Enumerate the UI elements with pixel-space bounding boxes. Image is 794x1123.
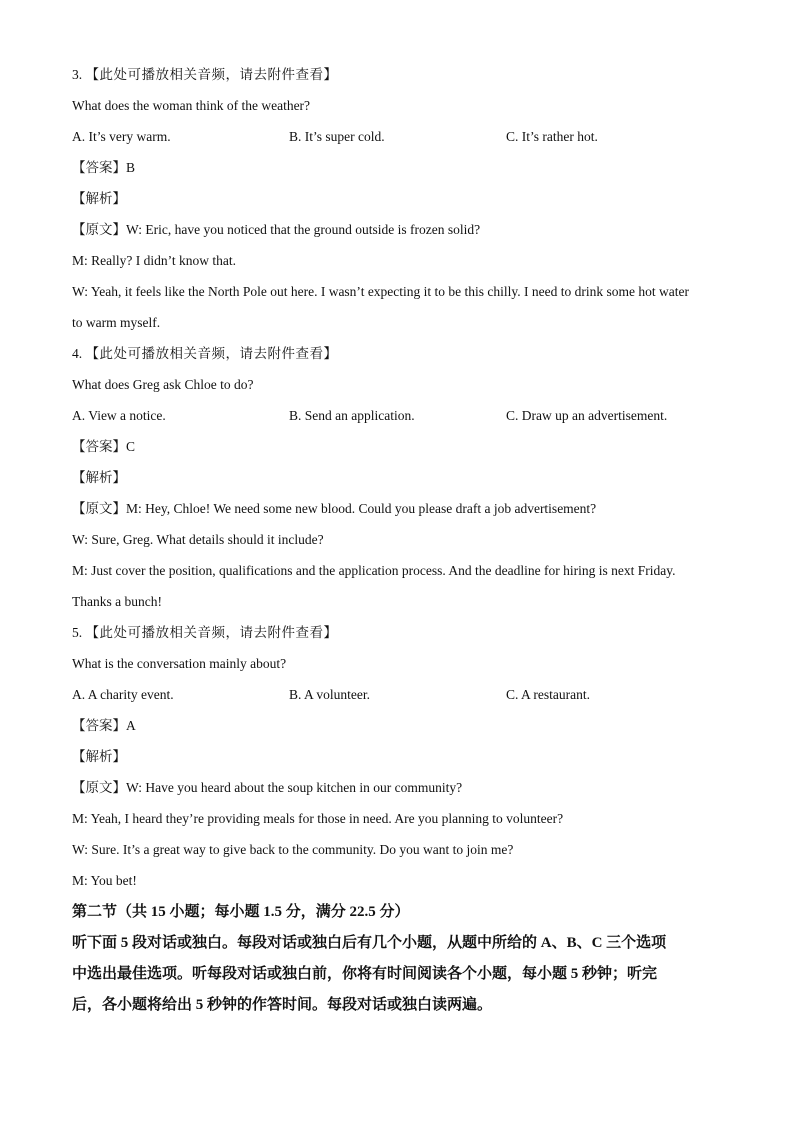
- question-block-5: [72, 620, 732, 899]
- analysis-label: 【解析】: [72, 470, 126, 485]
- question-header: [72, 62, 732, 93]
- answer-label: 【答案】: [72, 439, 126, 454]
- document-page: [72, 62, 732, 1023]
- question-header: [72, 341, 732, 372]
- transcript-line: [72, 496, 732, 527]
- option-b: B. Send an application.: [289, 408, 415, 423]
- option-a: A. View a notice.: [72, 408, 166, 423]
- audio-note: 【此处可播放相关音频，请去附件查看】: [85, 625, 338, 640]
- transcript-line: M: Yeah, I heard they’re providing meals for those in need. Are you planning to volunteer?: [72, 811, 564, 826]
- transcript-line: Thanks a bunch!: [72, 594, 162, 609]
- transcript-line: W: Sure. It’s a great way to give back to the community. Do you want to join me?: [72, 842, 514, 857]
- transcript-label: 【原文】: [72, 780, 126, 795]
- option-c: C. It’s rather hot.: [506, 129, 598, 144]
- transcript-line: M: Just cover the position, qualifications and the application process. And the deadline for hiring is next Friday.: [72, 563, 676, 578]
- analysis-label: 【解析】: [72, 749, 126, 764]
- answer-line: [72, 713, 732, 744]
- transcript-line: M: Really? I didn’t know that.: [72, 253, 236, 268]
- question-header: [72, 620, 732, 651]
- option-b: B. A volunteer.: [289, 687, 370, 702]
- transcript-line: W: Sure, Greg. What details should it include?: [72, 532, 324, 547]
- section-instruction: 听下面 5 段对话或独白。每段对话或独白后有几个小题，从题中所给的 A、B、C 三个选项: [72, 935, 667, 951]
- question-number: 4.: [72, 346, 83, 361]
- question-block-3: [72, 62, 732, 341]
- answer-label: 【答案】: [72, 160, 126, 175]
- section-instruction: 后，各小题将给出 5 秒钟的作答时间。每段对话或独白读两遍。: [72, 997, 493, 1013]
- transcript-text: M: Hey, Chloe! We need some new blood. Could you please draft a job advertisement?: [126, 501, 597, 516]
- options-row: [72, 124, 732, 155]
- transcript-label: 【原文】: [72, 222, 126, 237]
- transcript-line: M: You bet!: [72, 873, 137, 888]
- transcript-line: [72, 217, 732, 248]
- question-number: 3.: [72, 67, 83, 82]
- section-title: 第二节（共 15 小题；每小题 1.5 分，满分 22.5 分）: [72, 904, 410, 920]
- answer-value: A: [126, 718, 136, 733]
- question-text: What does the woman think of the weather?: [72, 98, 311, 113]
- option-a: A. A charity event.: [72, 687, 174, 702]
- transcript-line: to warm myself.: [72, 315, 161, 330]
- answer-line: [72, 434, 732, 465]
- audio-note: 【此处可播放相关音频，请去附件查看】: [85, 67, 338, 82]
- options-row: [72, 403, 732, 434]
- transcript-label: 【原文】: [72, 501, 126, 516]
- transcript-line: W: Yeah, it feels like the North Pole out here. I wasn’t expecting it to be this chilly. I need to drink some hot water: [72, 284, 689, 299]
- option-b: B. It’s super cold.: [289, 129, 385, 144]
- transcript-line: [72, 775, 732, 806]
- answer-line: [72, 155, 732, 186]
- analysis-label: 【解析】: [72, 191, 126, 206]
- transcript-text: W: Have you heard about the soup kitchen in our community?: [126, 780, 463, 795]
- question-number: 5.: [72, 625, 83, 640]
- question-text: What is the conversation mainly about?: [72, 656, 287, 671]
- option-c: C. A restaurant.: [506, 687, 590, 702]
- option-c: C. Draw up an advertisement.: [506, 408, 668, 423]
- audio-note: 【此处可播放相关音频，请去附件查看】: [85, 346, 338, 361]
- section-block: [72, 899, 732, 1023]
- answer-value: B: [126, 160, 136, 175]
- question-text: What does Greg ask Chloe to do?: [72, 377, 254, 392]
- question-block-4: [72, 341, 732, 620]
- options-row: [72, 682, 732, 713]
- answer-value: C: [126, 439, 136, 454]
- section-instruction: 中选出最佳选项。听每段对话或独白前，你将有时间阅读各个小题，每小题 5 秒钟；听完: [72, 966, 658, 982]
- option-a: A. It’s very warm.: [72, 129, 171, 144]
- answer-label: 【答案】: [72, 718, 126, 733]
- transcript-text: W: Eric, have you noticed that the ground outside is frozen solid?: [126, 222, 481, 237]
